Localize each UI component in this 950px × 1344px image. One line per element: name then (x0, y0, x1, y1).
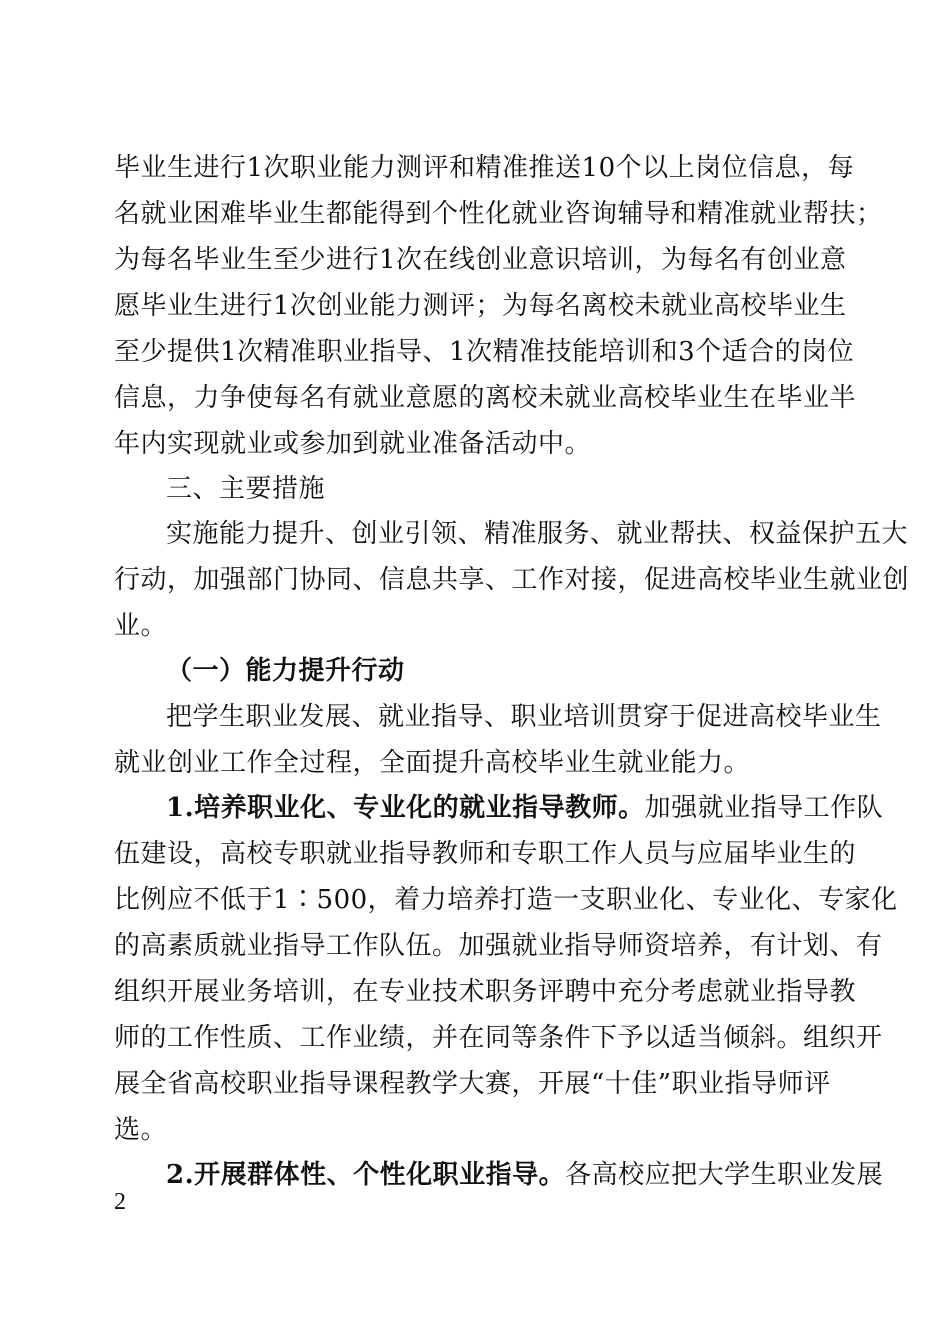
paragraph-line: 名就业困难毕业生都能得到个性化就业咨询辅导和精准就业帮扶； (114, 199, 883, 229)
paragraph-line: 选。 (114, 1115, 168, 1145)
paragraph-line: 年内实现就业或参加到就业准备活动中。 (114, 429, 592, 459)
paragraph-line: 业。 (114, 611, 168, 641)
paragraph-line: 行动，加强部门协同、信息共享、工作对接，促进高校毕业生就业创 (114, 565, 910, 595)
subsection-heading: （一）能力提升行动 (166, 656, 405, 686)
item-text: 各高校应把大学生职业发展 (565, 1160, 884, 1190)
paragraph-line: 展全省高校职业指导课程教学大赛，开展“十佳”职业指导师评 (114, 1069, 831, 1099)
paragraph-line: 就业创业工作全过程，全面提升高校毕业生就业能力。 (114, 748, 751, 778)
page-number: 2 (114, 1189, 126, 1215)
item-title: 1.培养职业化、专业化的就业指导教师。 (166, 793, 645, 823)
item-title: 2.开展群体性、个性化职业指导。 (166, 1160, 566, 1190)
paragraph-line: 愿毕业生进行1次创业能力测评；为每名离校未就业高校毕业生 (114, 291, 847, 321)
paragraph-line: 至少提供1次精准职业指导、1次精准技能培训和3个适合的岗位 (114, 337, 855, 367)
paragraph-line: 毕业生进行1次职业能力测评和精准推送10个以上岗位信息，每 (114, 153, 855, 183)
item-text: 加强就业指导工作队 (644, 793, 884, 823)
paragraph-line: 师的工作性质、工作业绩，并在同等条件下予以适当倾斜。组织开 (114, 1023, 883, 1053)
paragraph-line: 实施能力提升、创业引领、精准服务、就业帮扶、权益保护五大 (166, 519, 909, 549)
paragraph-line: 为每名毕业生至少进行1次在线创业意识培训，为每名有创业意 (114, 245, 847, 275)
section-heading: 三、主要措施 (166, 474, 326, 504)
paragraph-line: 的高素质就业指导工作队伍。加强就业指导师资培养，有计划、有 (114, 931, 883, 961)
paragraph-line: 伍建设，高校专职就业指导教师和专职工作人员与应届毕业生的 (114, 839, 857, 869)
paragraph-line: 组织开展业务培训，在专业技术职务评聘中充分考虑就业指导教 (114, 977, 857, 1007)
paragraph-line: 把学生职业发展、就业指导、职业培训贯穿于促进高校毕业生 (166, 702, 882, 732)
paragraph-line: 信息，力争使每名有就业意愿的离校未就业高校毕业生在毕业半 (114, 383, 857, 413)
numbered-item-line (166, 1160, 884, 1190)
numbered-item-line (166, 793, 884, 823)
paragraph-line: 比例应不低于1∶500，着力培养打造一支职业化、专业化、专家化 (114, 885, 898, 915)
